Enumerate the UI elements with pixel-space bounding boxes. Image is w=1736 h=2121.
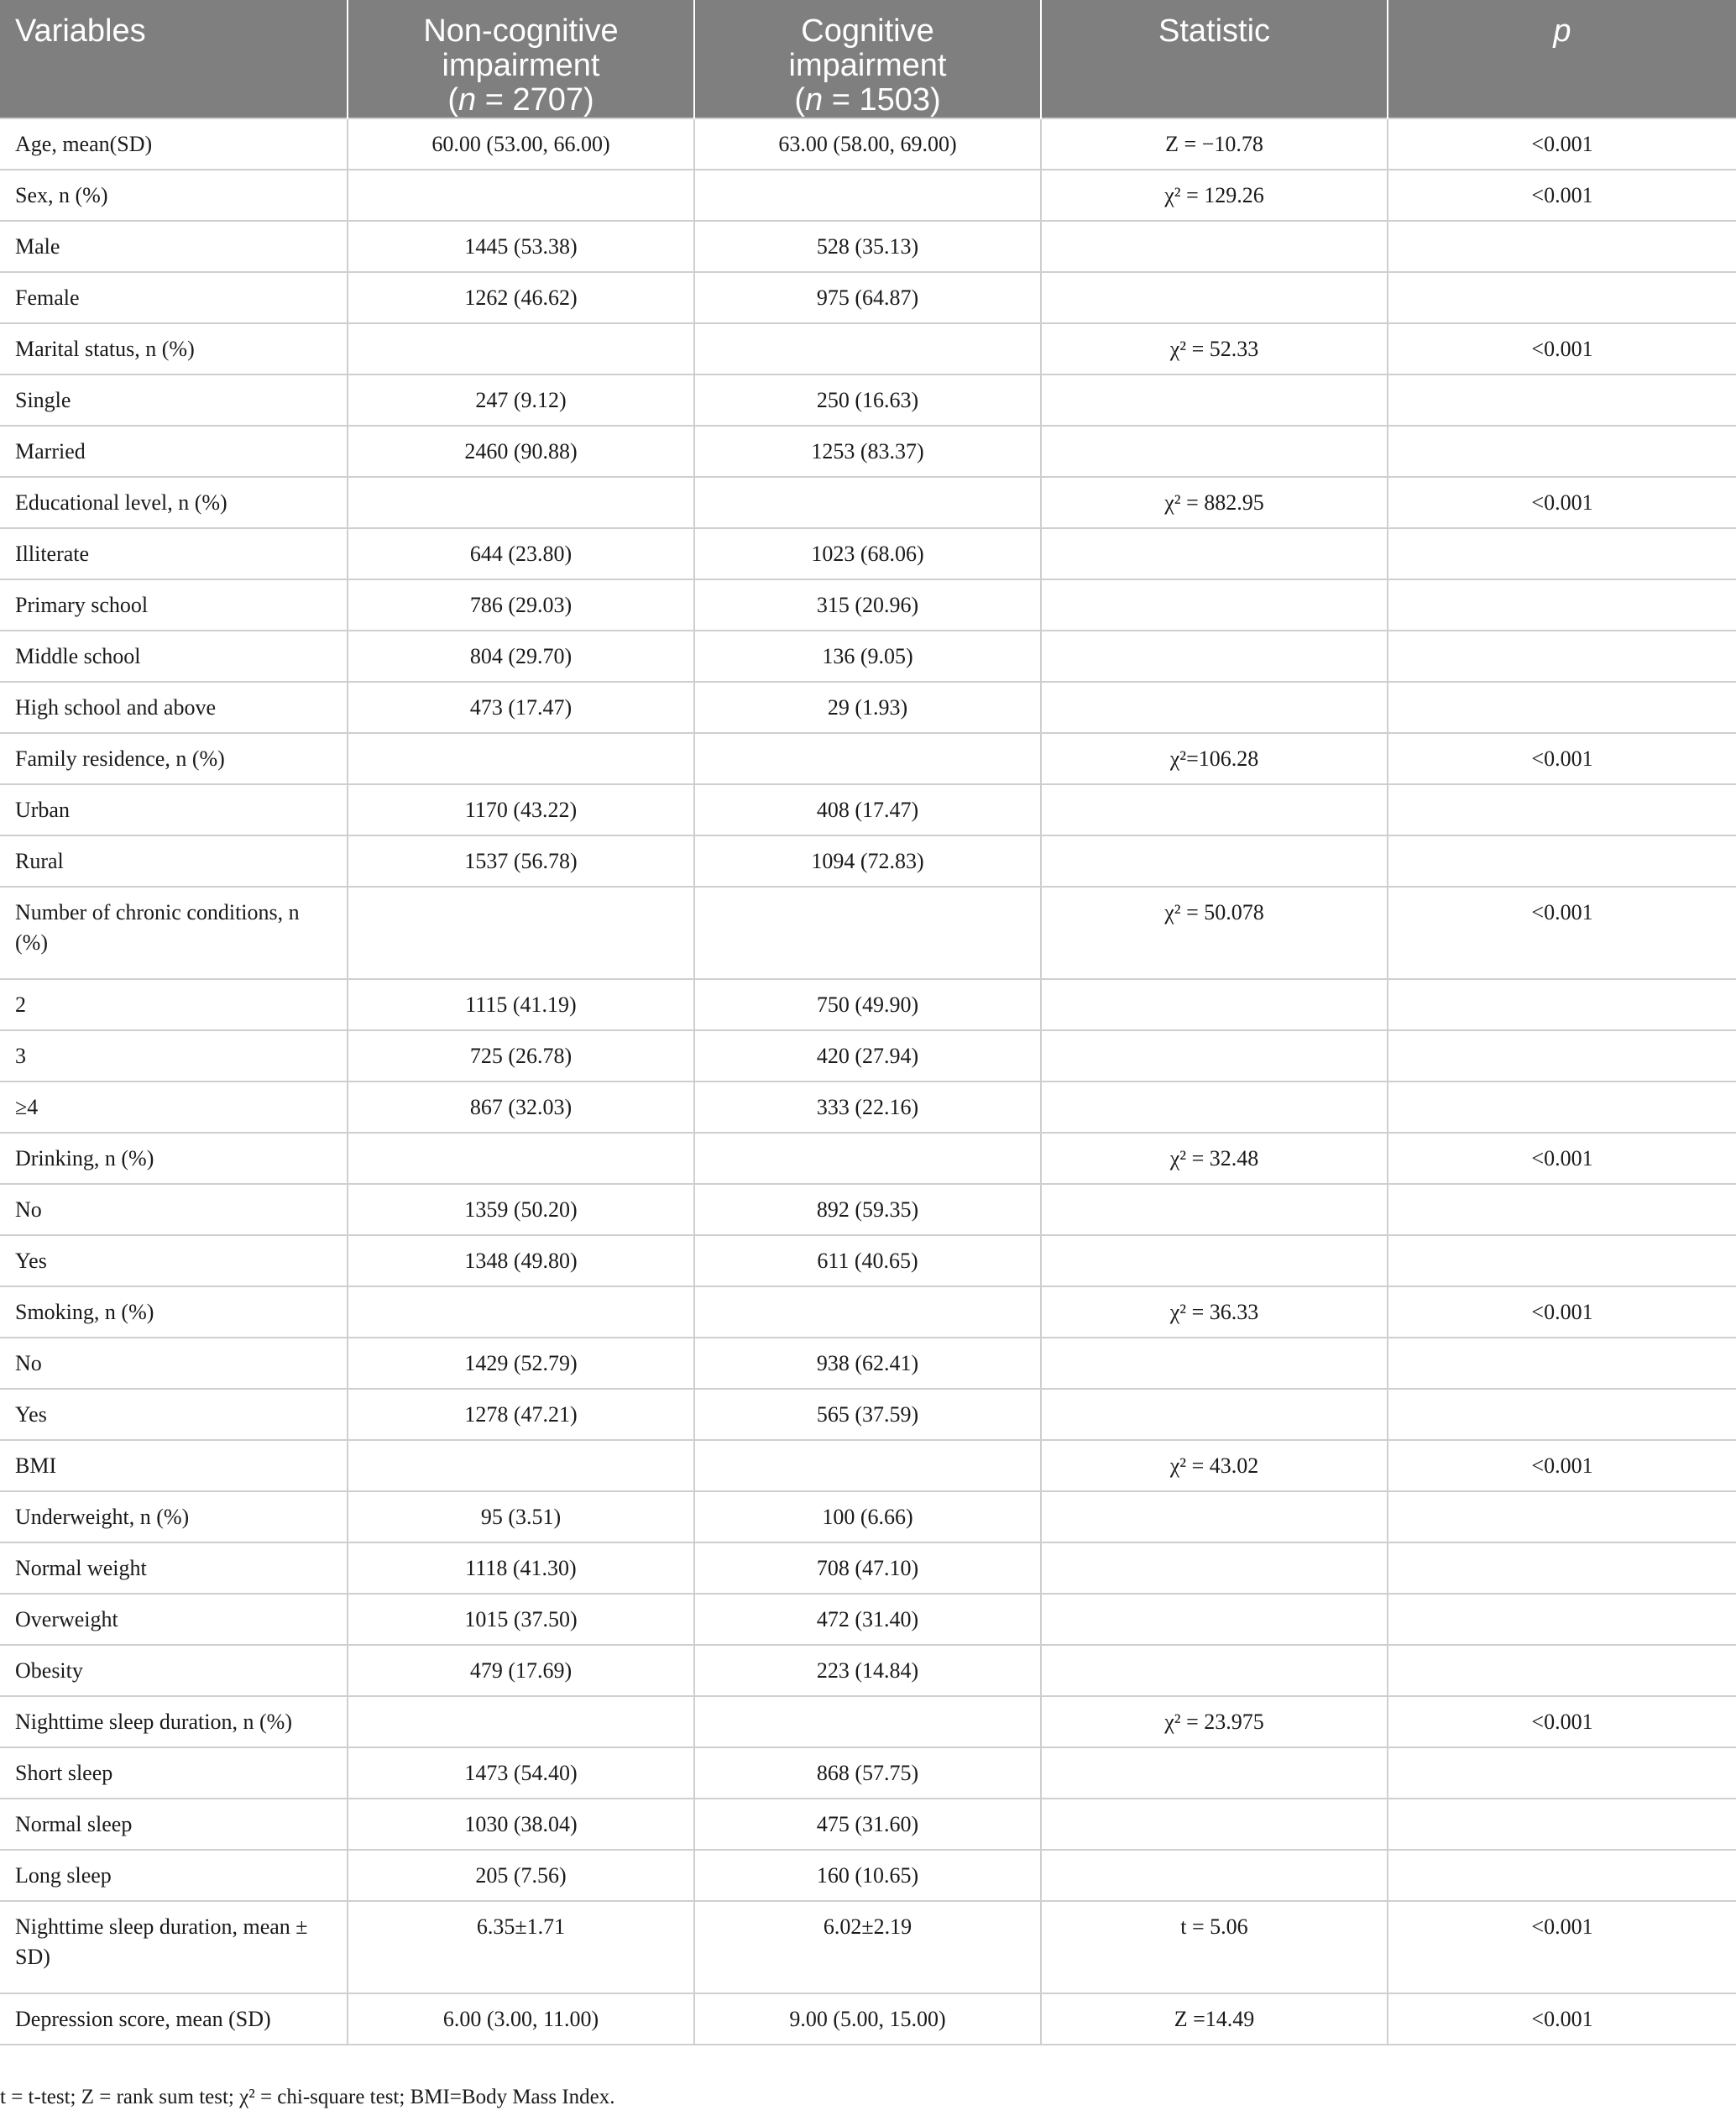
cell-variable: Short sleep	[0, 1747, 348, 1799]
cell-cognitive: 472 (31.40)	[694, 1594, 1041, 1645]
cell-statistic: χ² = 32.48	[1041, 1133, 1388, 1184]
cell-p-value	[1388, 528, 1736, 579]
cell-statistic	[1041, 528, 1388, 579]
cell-variable: Illiterate	[0, 528, 348, 579]
cell-statistic	[1041, 835, 1388, 887]
table-row	[0, 733, 1736, 784]
cell-variable: Smoking, n (%)	[0, 1286, 348, 1338]
table-row	[0, 1747, 1736, 1799]
cell-variable: Nighttime sleep duration, n (%)	[0, 1696, 348, 1747]
cell-cognitive	[694, 1286, 1041, 1338]
cell-cognitive	[694, 1696, 1041, 1747]
header-p: p	[1388, 0, 1736, 118]
cell-statistic	[1041, 272, 1388, 323]
cell-cognitive: 315 (20.96)	[694, 579, 1041, 631]
cell-statistic: χ² = 50.078	[1041, 887, 1388, 979]
cell-non-cognitive: 725 (26.78)	[348, 1030, 694, 1081]
cell-p-value: <0.001	[1388, 1286, 1736, 1338]
cell-cognitive: 1253 (83.37)	[694, 426, 1041, 477]
table-row	[0, 1440, 1736, 1491]
cell-p-value	[1388, 579, 1736, 631]
cell-p-value: <0.001	[1388, 733, 1736, 784]
cell-non-cognitive: 804 (29.70)	[348, 631, 694, 682]
cell-statistic: Z = −10.78	[1041, 118, 1388, 170]
header-non-cognitive: Non-cognitive impairment (n = 2707)	[348, 0, 694, 118]
table-row	[0, 477, 1736, 528]
cell-non-cognitive: 479 (17.69)	[348, 1645, 694, 1696]
cell-variable: Overweight	[0, 1594, 348, 1645]
cell-variable: Underweight, n (%)	[0, 1491, 348, 1542]
table-row	[0, 1338, 1736, 1389]
cell-statistic	[1041, 1645, 1388, 1696]
cell-cognitive: 938 (62.41)	[694, 1338, 1041, 1389]
cell-p-value	[1388, 1235, 1736, 1286]
cell-variable: Drinking, n (%)	[0, 1133, 348, 1184]
cell-p-value	[1388, 221, 1736, 272]
cell-non-cognitive: 205 (7.56)	[348, 1850, 694, 1901]
cell-non-cognitive: 473 (17.47)	[348, 682, 694, 733]
header-variables: Variables	[0, 0, 348, 118]
cell-cognitive: 408 (17.47)	[694, 784, 1041, 835]
cell-p-value	[1388, 784, 1736, 835]
cell-p-value	[1388, 1542, 1736, 1594]
table-row	[0, 979, 1736, 1030]
table-row	[0, 1235, 1736, 1286]
cell-statistic: χ² = 52.33	[1041, 323, 1388, 374]
cell-cognitive: 100 (6.66)	[694, 1491, 1041, 1542]
cell-variable: Yes	[0, 1235, 348, 1286]
cell-cognitive: 29 (1.93)	[694, 682, 1041, 733]
cell-statistic: χ² = 129.26	[1041, 170, 1388, 221]
cell-p-value	[1388, 979, 1736, 1030]
cell-non-cognitive: 1445 (53.38)	[348, 221, 694, 272]
cell-cognitive: 136 (9.05)	[694, 631, 1041, 682]
cell-variable: BMI	[0, 1440, 348, 1491]
cell-p-value: <0.001	[1388, 1440, 1736, 1491]
cell-variable: Female	[0, 272, 348, 323]
cell-p-value: <0.001	[1388, 477, 1736, 528]
table-row	[0, 1030, 1736, 1081]
table-row	[0, 221, 1736, 272]
cell-cognitive	[694, 170, 1041, 221]
header-non-cognitive-line2: impairment	[442, 48, 600, 83]
cell-non-cognitive: 867 (32.03)	[348, 1081, 694, 1133]
cell-variable: Obesity	[0, 1645, 348, 1696]
table-row	[0, 1799, 1736, 1850]
cell-non-cognitive	[348, 733, 694, 784]
cell-p-value: <0.001	[1388, 323, 1736, 374]
cell-statistic	[1041, 979, 1388, 1030]
cell-non-cognitive	[348, 887, 694, 979]
table-row	[0, 1850, 1736, 1901]
cell-variable: Primary school	[0, 579, 348, 631]
cell-cognitive: 868 (57.75)	[694, 1747, 1041, 1799]
header-cognitive-n-value: = 1503)	[823, 82, 941, 118]
table-row	[0, 1491, 1736, 1542]
cell-non-cognitive: 1359 (50.20)	[348, 1184, 694, 1235]
cell-p-value: <0.001	[1388, 1696, 1736, 1747]
cell-p-value: <0.001	[1388, 1993, 1736, 2045]
cell-cognitive	[694, 1440, 1041, 1491]
cell-cognitive	[694, 733, 1041, 784]
table-row	[0, 682, 1736, 733]
cell-variable: No	[0, 1338, 348, 1389]
cell-cognitive: 333 (22.16)	[694, 1081, 1041, 1133]
cell-non-cognitive: 1118 (41.30)	[348, 1542, 694, 1594]
cell-p-value	[1388, 1747, 1736, 1799]
cell-variable: Long sleep	[0, 1850, 348, 1901]
cell-variable: Rural	[0, 835, 348, 887]
cell-non-cognitive: 1030 (38.04)	[348, 1799, 694, 1850]
cell-statistic	[1041, 1594, 1388, 1645]
cell-p-value: <0.001	[1388, 1133, 1736, 1184]
cell-cognitive: 223 (14.84)	[694, 1645, 1041, 1696]
cell-non-cognitive: 1537 (56.78)	[348, 835, 694, 887]
table-row	[0, 426, 1736, 477]
table-row	[0, 272, 1736, 323]
cell-p-value	[1388, 1594, 1736, 1645]
cell-p-value: <0.001	[1388, 118, 1736, 170]
cell-p-value	[1388, 835, 1736, 887]
cell-non-cognitive	[348, 1440, 694, 1491]
cell-variable: Normal sleep	[0, 1799, 348, 1850]
cell-p-value	[1388, 1645, 1736, 1696]
cell-non-cognitive	[348, 323, 694, 374]
cell-p-value	[1388, 1030, 1736, 1081]
cell-cognitive	[694, 887, 1041, 979]
table-row	[0, 631, 1736, 682]
table-row	[0, 1184, 1736, 1235]
cell-cognitive	[694, 323, 1041, 374]
cell-statistic	[1041, 1799, 1388, 1850]
cell-cognitive: 750 (49.90)	[694, 979, 1041, 1030]
cell-statistic	[1041, 374, 1388, 426]
cell-variable: 2	[0, 979, 348, 1030]
header-cognitive-n-label: n	[805, 82, 824, 118]
cell-p-value	[1388, 272, 1736, 323]
cell-variable: Married	[0, 426, 348, 477]
cell-variable: Single	[0, 374, 348, 426]
cell-cognitive: 892 (59.35)	[694, 1184, 1041, 1235]
cell-non-cognitive: 60.00 (53.00, 66.00)	[348, 118, 694, 170]
cell-cognitive	[694, 1133, 1041, 1184]
cell-statistic: χ² = 43.02	[1041, 1440, 1388, 1491]
cell-p-value	[1388, 1389, 1736, 1440]
header-cognitive-line2: impairment	[788, 48, 947, 83]
cell-statistic	[1041, 426, 1388, 477]
cell-variable: Middle school	[0, 631, 348, 682]
cell-variable: Number of chronic conditions, n (%)	[0, 887, 348, 979]
table-row	[0, 118, 1736, 170]
cell-non-cognitive: 1115 (41.19)	[348, 979, 694, 1030]
cell-cognitive	[694, 477, 1041, 528]
table-row	[0, 579, 1736, 631]
cell-non-cognitive	[348, 1286, 694, 1338]
header-statistic: Statistic	[1041, 0, 1388, 118]
cell-non-cognitive	[348, 170, 694, 221]
cell-statistic	[1041, 1081, 1388, 1133]
cell-statistic: Z =14.49	[1041, 1993, 1388, 2045]
cell-statistic	[1041, 682, 1388, 733]
cell-statistic: χ² = 23.975	[1041, 1696, 1388, 1747]
cell-variable: Nighttime sleep duration, mean ± SD)	[0, 1901, 348, 1993]
table-row	[0, 835, 1736, 887]
cell-non-cognitive: 644 (23.80)	[348, 528, 694, 579]
cell-statistic	[1041, 1235, 1388, 1286]
cell-cognitive: 1094 (72.83)	[694, 835, 1041, 887]
cell-p-value	[1388, 374, 1736, 426]
cell-p-value	[1388, 682, 1736, 733]
table-row	[0, 323, 1736, 374]
table-row	[0, 887, 1736, 979]
table-row	[0, 1133, 1736, 1184]
cell-variable: Educational level, n (%)	[0, 477, 348, 528]
cell-p-value	[1388, 1799, 1736, 1850]
cell-non-cognitive: 1015 (37.50)	[348, 1594, 694, 1645]
cell-statistic	[1041, 1184, 1388, 1235]
cell-cognitive: 975 (64.87)	[694, 272, 1041, 323]
cell-statistic	[1041, 1491, 1388, 1542]
cell-non-cognitive: 6.35±1.71	[348, 1901, 694, 1993]
table-row	[0, 1081, 1736, 1133]
cell-cognitive: 475 (31.60)	[694, 1799, 1041, 1850]
cell-p-value	[1388, 631, 1736, 682]
cell-p-value: <0.001	[1388, 1901, 1736, 1993]
table-row	[0, 784, 1736, 835]
cell-statistic	[1041, 221, 1388, 272]
cell-cognitive: 565 (37.59)	[694, 1389, 1041, 1440]
cell-variable: Normal weight	[0, 1542, 348, 1594]
cell-non-cognitive: 1473 (54.40)	[348, 1747, 694, 1799]
cell-non-cognitive: 786 (29.03)	[348, 579, 694, 631]
table-header	[0, 0, 1736, 118]
cell-statistic: χ² = 882.95	[1041, 477, 1388, 528]
cell-cognitive: 420 (27.94)	[694, 1030, 1041, 1081]
table-row	[0, 1542, 1736, 1594]
cell-statistic	[1041, 1850, 1388, 1901]
cell-non-cognitive: 1348 (49.80)	[348, 1235, 694, 1286]
cell-statistic	[1041, 631, 1388, 682]
cell-variable: 3	[0, 1030, 348, 1081]
cell-variable: Yes	[0, 1389, 348, 1440]
cell-variable: ≥4	[0, 1081, 348, 1133]
cell-non-cognitive: 1170 (43.22)	[348, 784, 694, 835]
cell-variable: Urban	[0, 784, 348, 835]
cell-statistic	[1041, 1542, 1388, 1594]
cell-cognitive: 1023 (68.06)	[694, 528, 1041, 579]
table-row	[0, 1286, 1736, 1338]
table-row	[0, 170, 1736, 221]
cell-statistic	[1041, 579, 1388, 631]
cell-p-value	[1388, 426, 1736, 477]
table-row	[0, 528, 1736, 579]
cell-variable: High school and above	[0, 682, 348, 733]
cell-non-cognitive	[348, 1133, 694, 1184]
cell-p-value	[1388, 1491, 1736, 1542]
cell-cognitive: 9.00 (5.00, 15.00)	[694, 1993, 1041, 2045]
cell-variable: Family residence, n (%)	[0, 733, 348, 784]
cell-statistic: t = 5.06	[1041, 1901, 1388, 1993]
header-non-cognitive-n-label: n	[458, 82, 477, 118]
cell-cognitive: 708 (47.10)	[694, 1542, 1041, 1594]
table-footnote: t = t-test; Z = rank sum test; χ² = chi-square test; BMI=Body Mass Index.	[0, 2086, 615, 2108]
cell-non-cognitive: 1278 (47.21)	[348, 1389, 694, 1440]
table-row	[0, 1993, 1736, 2045]
table-row	[0, 1594, 1736, 1645]
cell-statistic: χ²=106.28	[1041, 733, 1388, 784]
cell-cognitive: 63.00 (58.00, 69.00)	[694, 118, 1041, 170]
cell-non-cognitive: 247 (9.12)	[348, 374, 694, 426]
cell-cognitive: 528 (35.13)	[694, 221, 1041, 272]
cell-statistic: χ² = 36.33	[1041, 1286, 1388, 1338]
cell-cognitive: 611 (40.65)	[694, 1235, 1041, 1286]
cell-statistic	[1041, 1338, 1388, 1389]
cell-statistic	[1041, 1030, 1388, 1081]
cell-non-cognitive: 1262 (46.62)	[348, 272, 694, 323]
cell-variable: Marital status, n (%)	[0, 323, 348, 374]
cell-statistic	[1041, 1389, 1388, 1440]
cell-variable: No	[0, 1184, 348, 1235]
cell-non-cognitive	[348, 477, 694, 528]
cell-p-value: <0.001	[1388, 170, 1736, 221]
cell-non-cognitive: 1429 (52.79)	[348, 1338, 694, 1389]
cell-cognitive: 6.02±2.19	[694, 1901, 1041, 1993]
cell-p-value	[1388, 1338, 1736, 1389]
cell-p-value: <0.001	[1388, 887, 1736, 979]
table-row	[0, 374, 1736, 426]
table-row	[0, 1389, 1736, 1440]
table-row	[0, 1901, 1736, 1993]
cell-non-cognitive: 95 (3.51)	[348, 1491, 694, 1542]
cell-non-cognitive: 2460 (90.88)	[348, 426, 694, 477]
cell-statistic	[1041, 1747, 1388, 1799]
cell-non-cognitive: 6.00 (3.00, 11.00)	[348, 1993, 694, 2045]
cell-cognitive: 160 (10.65)	[694, 1850, 1041, 1901]
cell-variable: Depression score, mean (SD)	[0, 1993, 348, 2045]
table-row	[0, 1645, 1736, 1696]
cell-p-value	[1388, 1850, 1736, 1901]
header-non-cognitive-n-value: = 2707)	[476, 82, 594, 118]
table-row	[0, 1696, 1736, 1747]
cell-cognitive: 250 (16.63)	[694, 374, 1041, 426]
cell-p-value	[1388, 1184, 1736, 1235]
cell-non-cognitive	[348, 1696, 694, 1747]
cell-variable: Age, mean(SD)	[0, 118, 348, 170]
cell-p-value	[1388, 1081, 1736, 1133]
table-body	[0, 118, 1736, 2045]
cell-variable: Sex, n (%)	[0, 170, 348, 221]
cell-variable: Male	[0, 221, 348, 272]
header-cognitive: Cognitive impairment (n = 1503)	[694, 0, 1041, 118]
header-cognitive-line1: Cognitive	[801, 13, 934, 49]
header-row	[0, 0, 1736, 118]
cell-statistic	[1041, 784, 1388, 835]
header-non-cognitive-line1: Non-cognitive	[423, 13, 619, 49]
